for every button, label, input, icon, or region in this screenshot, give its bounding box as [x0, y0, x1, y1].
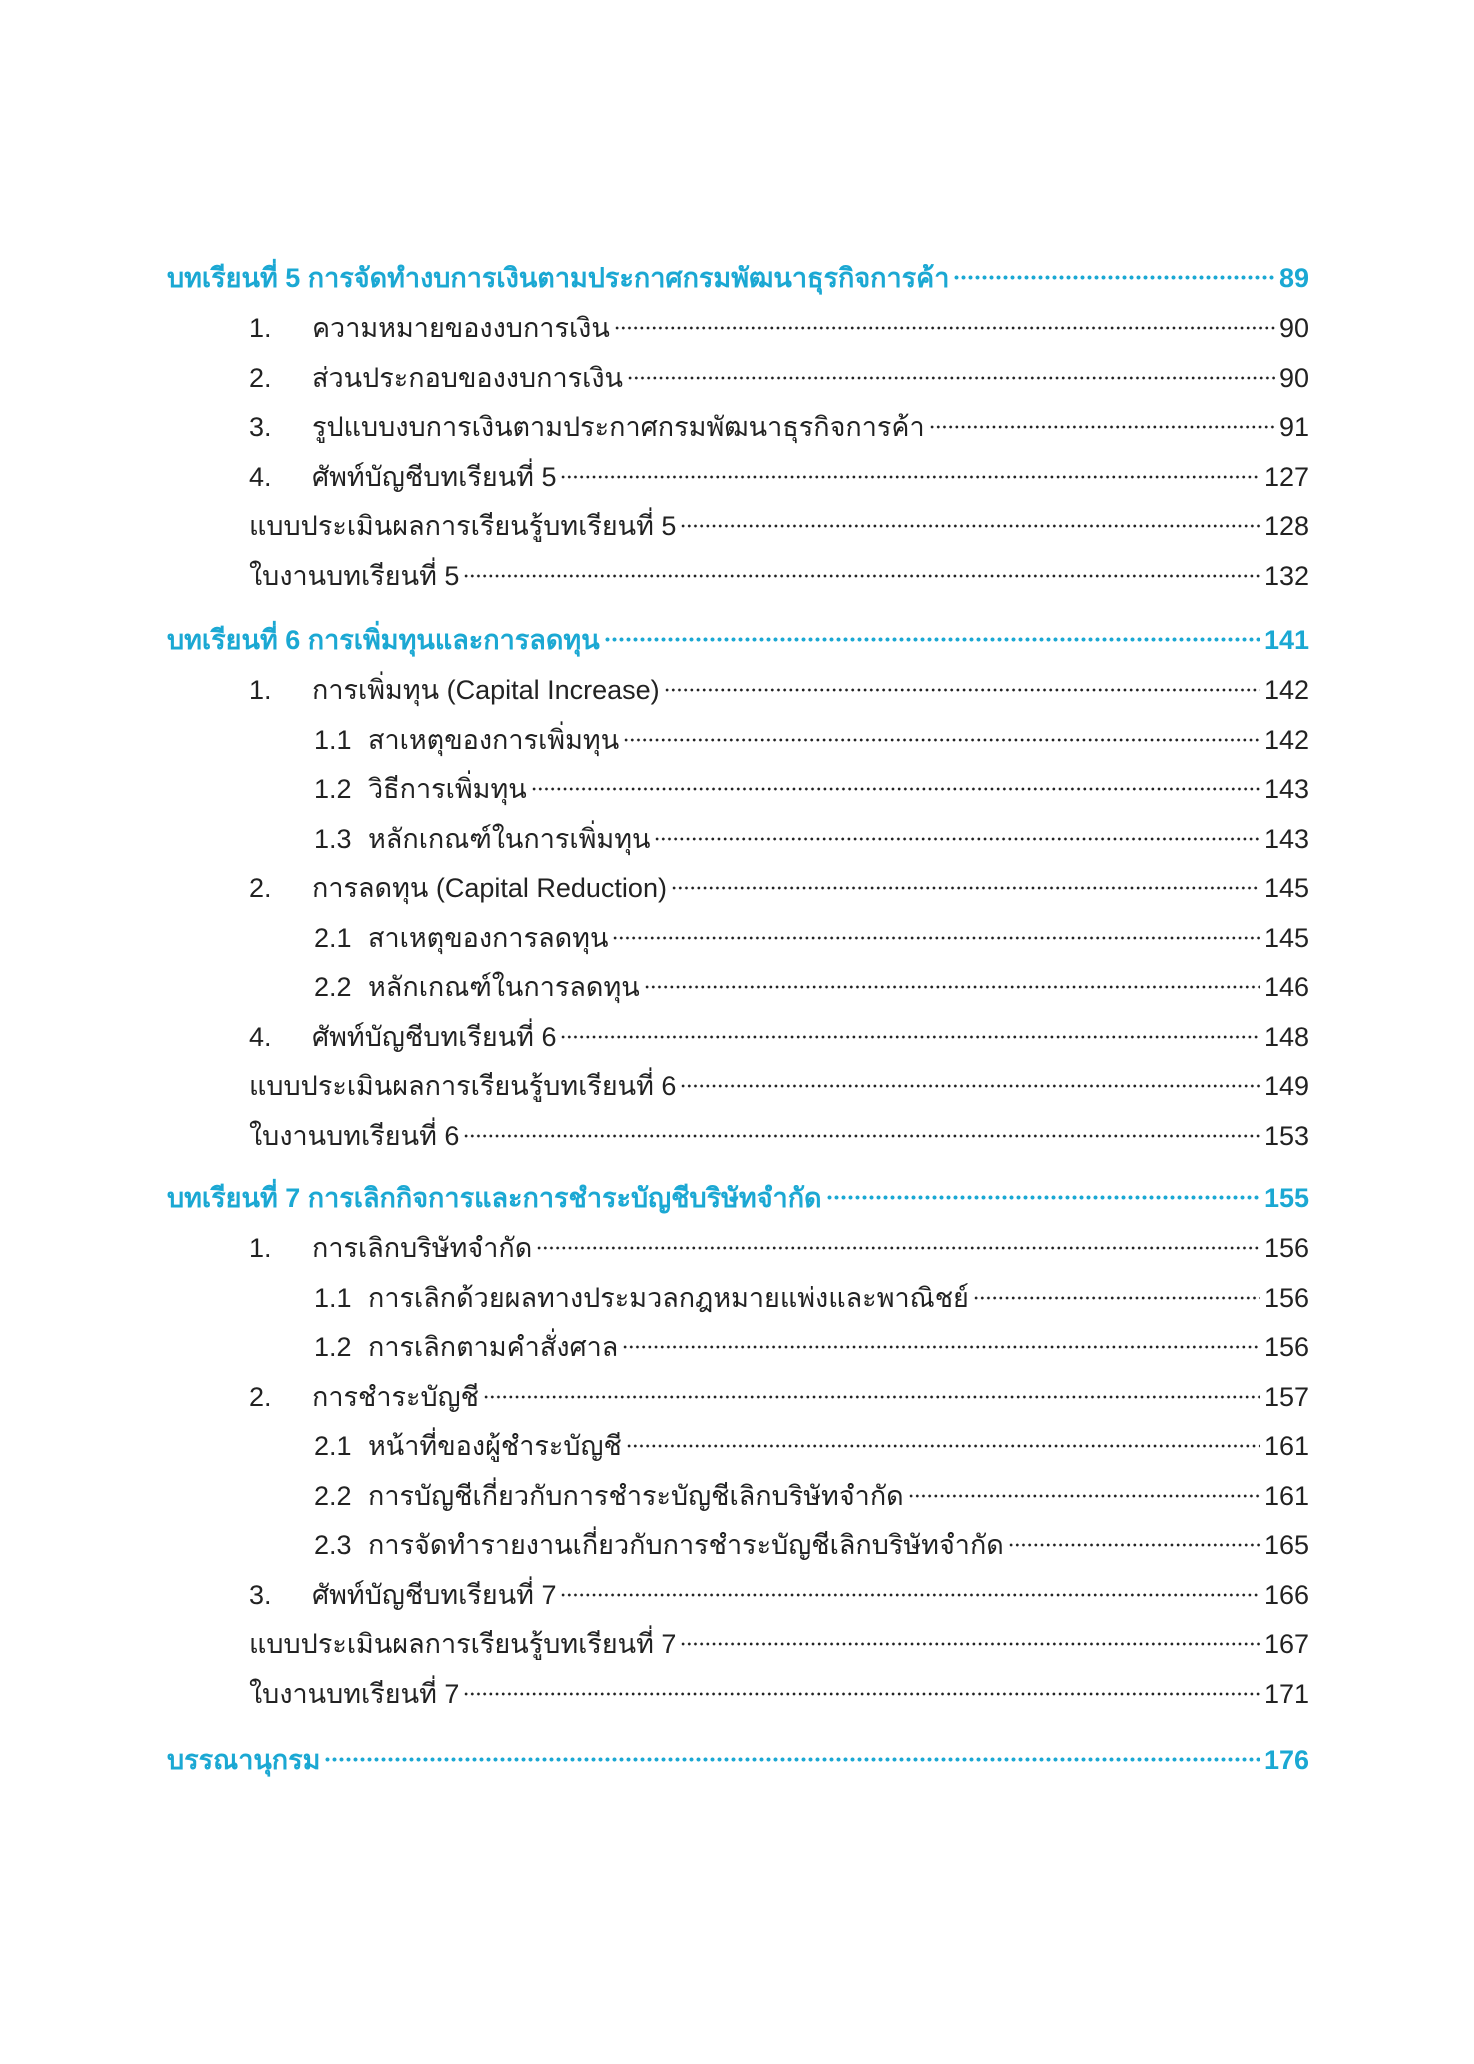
toc-leader-dots [560, 475, 1259, 479]
toc-subentry[interactable] [0, 716, 1474, 766]
toc-entry-number: 1.2 [314, 1332, 352, 1362]
toc-leader-dots [622, 1345, 1260, 1349]
toc-entry-title: ศัพท์บัญชีบทเรียนที่ 7 [312, 1579, 557, 1610]
toc-entry-title: แบบประเมินผลการเรียนรู้บทเรียนที่ 7 [249, 1629, 677, 1659]
toc-entry-title: ส่วนประกอบของงบการเงิน [312, 362, 624, 393]
toc-bibliography-heading[interactable] [0, 1734, 1474, 1786]
toc-page-number: 171 [1263, 1678, 1309, 1709]
toc-page-number: 167 [1263, 1629, 1309, 1659]
toc-page-number: 166 [1263, 1579, 1309, 1610]
toc-page-number: 153 [1263, 1120, 1309, 1151]
toc-subentry[interactable] [0, 963, 1474, 1013]
toc-bibliography-title: บรรณานุกรม [167, 1745, 321, 1775]
toc-entry-title: สาเหตุของการเพิ่มทุน [368, 724, 620, 755]
toc-chapter-title: บทเรียนที่ 6 การเพิ่มทุนและการลดทุน [167, 625, 600, 655]
toc-leader-dots [560, 1593, 1259, 1597]
toc-subentry[interactable] [0, 1521, 1474, 1571]
toc-entry-number: 4. [249, 1021, 272, 1052]
toc-entry-title: สาเหตุของการลดทุน [368, 922, 609, 953]
toc-page-number: 145 [1263, 873, 1309, 903]
toc-chapter-heading[interactable] [0, 1172, 1474, 1224]
toc-chapter-title: บทเรียนที่ 5 การจัดทำงบการเงินตามประกาศกรมพัฒนาธุรกิจการค้า [167, 263, 950, 293]
toc-leader-dots [908, 1494, 1260, 1498]
toc-leader-dots [626, 1444, 1260, 1448]
toc-entry-title: ใบงานบทเรียนที่ 7 [249, 1678, 460, 1709]
toc-entry-title: การบัญชีเกี่ยวกับการชำระบัญชีเลิกบริษัทจำกัด [368, 1480, 904, 1511]
toc-page-number: 161 [1263, 1431, 1309, 1461]
toc-leader-dots [929, 425, 1275, 429]
toc-page-number: 132 [1263, 560, 1309, 591]
toc-entry-worksheet[interactable] [0, 1670, 1474, 1720]
toc-entry-title: ความหมายของงบการเงิน [312, 313, 610, 343]
toc-page-number: 90 [1278, 313, 1309, 343]
toc-leader-dots [463, 1134, 1260, 1138]
toc-page-number: 141 [1263, 625, 1309, 655]
toc-entry-worksheet[interactable] [0, 552, 1474, 602]
toc-entry-title: รูปแบบงบการเงินตามประกาศกรมพัฒนาธุรกิจการค้า [312, 412, 925, 442]
toc-entry[interactable] [0, 1013, 1474, 1063]
toc-page-number: 128 [1263, 511, 1309, 541]
toc-entry-title: หน้าที่ของผู้ชำระบัญชี [368, 1431, 622, 1461]
toc-leader-dots [623, 738, 1260, 742]
toc-leader-dots [644, 985, 1260, 989]
toc-entry-number: 3. [249, 412, 272, 442]
toc-leader-dots [664, 688, 1260, 692]
toc-entry-title: การเพิ่มทุน (Capital Increase) [312, 675, 660, 705]
toc-leader-dots [536, 1246, 1260, 1250]
toc-entry-title: การชำระบัญชี [312, 1381, 479, 1412]
toc-leader-dots [483, 1395, 1260, 1399]
toc-page-number: 89 [1278, 263, 1309, 293]
toc-entry[interactable] [0, 1571, 1474, 1621]
toc-leader-dots [560, 1035, 1259, 1039]
toc-entry-title: ใบงานบทเรียนที่ 5 [249, 560, 460, 591]
toc-page-number: 143 [1263, 774, 1309, 804]
toc-leader-dots [654, 837, 1259, 841]
toc-leader-dots [604, 637, 1260, 642]
toc-page-number: 157 [1263, 1381, 1309, 1412]
toc-page-number: 165 [1263, 1530, 1309, 1560]
toc-entry-number: 4. [249, 461, 272, 492]
toc-page-number: 156 [1263, 1282, 1309, 1313]
toc-entry-evaluation[interactable] [0, 1620, 1474, 1670]
toc-entry-number: 2. [249, 873, 272, 903]
toc-page-number: 149 [1263, 1071, 1309, 1101]
toc-entry[interactable] [0, 666, 1474, 716]
toc-page-number: 155 [1263, 1183, 1309, 1213]
toc-entry-title: การลดทุน (Capital Reduction) [312, 873, 667, 903]
toc-page-number: 161 [1263, 1480, 1309, 1511]
toc-leader-dots [1008, 1543, 1260, 1547]
toc-page-number: 142 [1263, 675, 1309, 705]
toc-entry-number: 1.1 [314, 724, 352, 755]
toc-chapter-7 [0, 1172, 1474, 1719]
toc-entry[interactable] [0, 1373, 1474, 1423]
toc-page-number: 127 [1263, 461, 1309, 492]
toc-entry-number: 2.1 [314, 922, 352, 953]
toc-entry-evaluation[interactable] [0, 1062, 1474, 1112]
toc-entry-title: แบบประเมินผลการเรียนรู้บทเรียนที่ 5 [249, 511, 677, 541]
toc-entry-number: 2.2 [314, 972, 352, 1002]
toc-entry-number: 2.3 [314, 1530, 352, 1560]
toc-entry-title: ศัพท์บัญชีบทเรียนที่ 5 [312, 461, 557, 492]
toc-entry-title: หลักเกณฑ์ในการลดทุน [368, 972, 640, 1002]
toc-subentry[interactable] [0, 765, 1474, 815]
toc-entry[interactable] [0, 354, 1474, 404]
toc-leader-dots [463, 574, 1260, 578]
toc-entry-evaluation[interactable] [0, 502, 1474, 552]
toc-entry-title: การเลิกบริษัทจำกัด [312, 1233, 533, 1263]
toc-page-number: 91 [1278, 412, 1309, 442]
toc-entry[interactable] [0, 1224, 1474, 1274]
toc-entry-title: การเลิกด้วยผลทางประมวลกฎหมายแพ่งและพาณิชย์ [368, 1282, 969, 1313]
toc-entry-title: หลักเกณฑ์ในการเพิ่มทุน [368, 823, 651, 854]
toc-leader-dots [324, 1757, 1259, 1762]
toc-chapter-5 [0, 252, 1474, 601]
toc-page-number: 143 [1263, 823, 1309, 854]
toc-subentry[interactable] [0, 1472, 1474, 1522]
toc-entry-title: การจัดทำรายงานเกี่ยวกับการชำระบัญชีเลิกบริษัทจำกัด [368, 1530, 1004, 1560]
toc-entry[interactable] [0, 864, 1474, 914]
toc-entry-number: 1. [249, 675, 272, 705]
toc-subentry[interactable] [0, 1422, 1474, 1472]
toc-chapter-6 [0, 614, 1474, 1161]
toc-entry-number: 1. [249, 1233, 272, 1263]
toc-subentry[interactable] [0, 1274, 1474, 1324]
toc-page-number: 176 [1263, 1745, 1309, 1775]
toc-page-number: 146 [1263, 972, 1309, 1002]
toc-chapter-heading[interactable] [0, 614, 1474, 666]
toc-subentry[interactable] [0, 815, 1474, 865]
toc-chapter-title: บทเรียนที่ 7 การเลิกกิจการและการชำระบัญชีบริษัทจำกัด [167, 1183, 822, 1213]
toc-entry-title: แบบประเมินผลการเรียนรู้บทเรียนที่ 6 [249, 1071, 677, 1101]
toc-entry-number: 2.2 [314, 1480, 352, 1511]
toc-entry-number: 1.2 [314, 774, 352, 804]
toc-page-number: 90 [1278, 362, 1309, 393]
toc-leader-dots [953, 275, 1275, 280]
toc-page-number: 145 [1263, 922, 1309, 953]
toc-entry-title: การเลิกตามคำสั่งศาล [368, 1332, 619, 1362]
toc-entry-title: ใบงานบทเรียนที่ 6 [249, 1120, 460, 1151]
toc-subentry[interactable] [0, 1323, 1474, 1373]
toc-entry-number: 1. [249, 313, 272, 343]
toc-entry-title: วิธีการเพิ่มทุน [368, 774, 527, 804]
toc-chapter-heading[interactable] [0, 252, 1474, 304]
toc-entry-number: 1.3 [314, 823, 352, 854]
toc-page-number: 156 [1263, 1233, 1309, 1263]
toc-entry-number: 2. [249, 362, 272, 393]
toc-leader-dots [671, 886, 1260, 890]
toc-leader-dots [612, 936, 1260, 940]
toc-subentry[interactable] [0, 914, 1474, 964]
toc-entry-worksheet[interactable] [0, 1112, 1474, 1162]
toc-leader-dots [614, 326, 1275, 330]
toc-leader-dots [973, 1296, 1260, 1300]
toc-leader-dots [680, 1642, 1259, 1646]
toc-bibliography [0, 1734, 1474, 1786]
toc-leader-dots [680, 1084, 1259, 1088]
toc-page-number: 142 [1263, 724, 1309, 755]
toc-entry-title: ศัพท์บัญชีบทเรียนที่ 6 [312, 1021, 557, 1052]
toc-leader-dots [826, 1195, 1260, 1200]
toc-entry[interactable] [0, 453, 1474, 503]
toc-entry-number: 2.1 [314, 1431, 352, 1461]
toc-page-number: 148 [1263, 1021, 1309, 1052]
toc-leader-dots [627, 376, 1275, 380]
toc-page-number: 156 [1263, 1332, 1309, 1362]
toc-leader-dots [463, 1692, 1260, 1696]
toc-entry-number: 2. [249, 1381, 272, 1412]
toc-entry-number: 1.1 [314, 1282, 352, 1313]
toc-entry[interactable] [0, 304, 1474, 354]
toc-entry[interactable] [0, 403, 1474, 453]
toc-entry-number: 3. [249, 1579, 272, 1610]
toc-leader-dots [531, 787, 1260, 791]
toc-leader-dots [680, 524, 1259, 528]
